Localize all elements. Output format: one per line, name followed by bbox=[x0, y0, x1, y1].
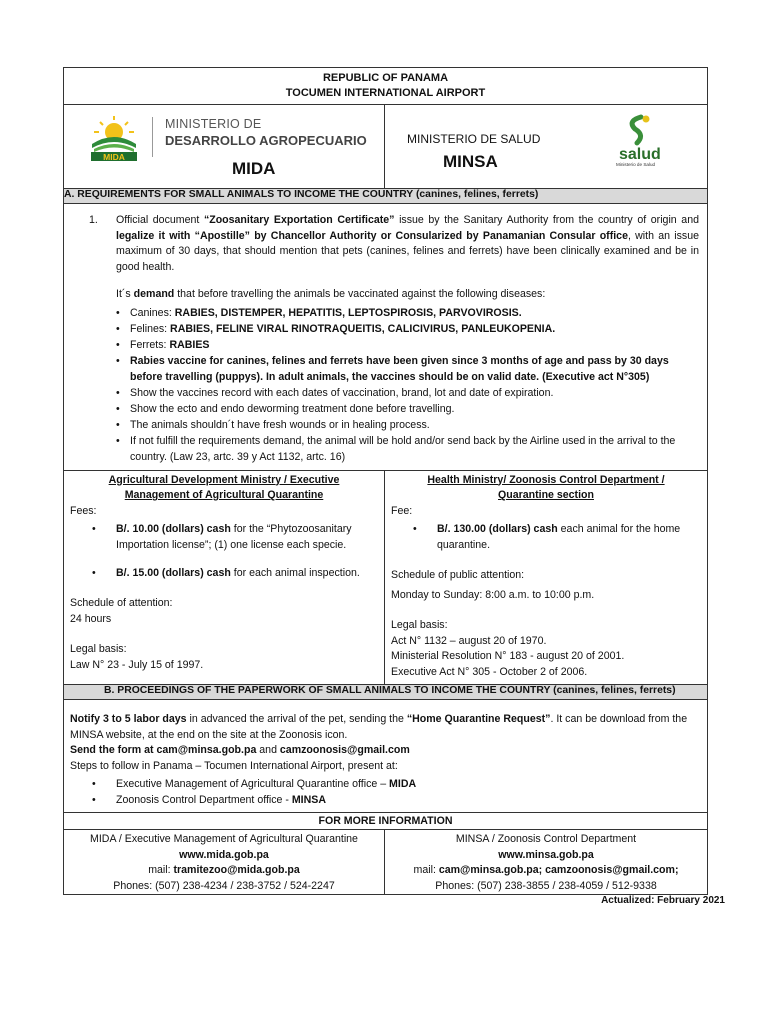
document-frame bbox=[63, 67, 708, 895]
p2-text-c: that before travelling the animals be vaccinated against the following diseases: bbox=[174, 288, 546, 300]
minsa-legal-1: Act N° 1132 – august 20 of 1970. bbox=[391, 634, 547, 647]
minsa-col-title-2: Quarantine section bbox=[498, 489, 594, 501]
section-a-body bbox=[64, 204, 708, 471]
salud-logo-icon bbox=[613, 113, 683, 171]
mida-phones: Phones: (507) 238-4234 / 238-3752 / 524-2247 bbox=[113, 879, 335, 892]
minsa-schedule-value: Monday to Sunday: 8:00 a.m. to 10:00 p.m. bbox=[391, 588, 595, 601]
minsa-fee1-amount: B/. 130.00 (dollars) cash bbox=[437, 523, 558, 535]
minsa-mail-address[interactable]: cam@minsa.gob.pa; camzoonosis@gmail.com; bbox=[438, 864, 679, 876]
mida-mail-label: mail: bbox=[148, 864, 174, 876]
minsa-requirements-cell bbox=[385, 470, 708, 685]
minsa-mail-label: mail: bbox=[413, 864, 439, 876]
minsa-mail-line bbox=[387, 863, 705, 879]
minsa-col-title-1: Health Ministry/ Zoonosis Control Department / bbox=[427, 473, 665, 486]
list-item bbox=[64, 337, 699, 353]
minsa-fee-label: Fee: bbox=[391, 504, 413, 517]
mida-col-title-1: Agricultural Development Ministry / Executive bbox=[108, 473, 340, 486]
section-b-title: B. PROCEEDINGS OF THE PAPERWORK OF SMALL ANIMALS TO INCOME THE COUNTRY (canines, felines, ferrets) bbox=[64, 685, 708, 700]
mida-website-link[interactable]: www.mida.gob.pa bbox=[179, 848, 269, 861]
list-item bbox=[391, 521, 701, 553]
vaccination-list bbox=[64, 305, 699, 465]
list-item bbox=[70, 521, 378, 553]
minsa-phones: Phones: (507) 238-3855 / 238-4059 / 512-9338 bbox=[435, 879, 657, 892]
list-item bbox=[70, 776, 699, 792]
section-a-title: A. REQUIREMENTS FOR SMALL ANIMALS TO INCOME THE COUNTRY (canines, felines, ferrets) bbox=[64, 189, 708, 204]
document bbox=[63, 67, 725, 906]
mida-mail-address[interactable]: tramitezoo@mida.gob.pa bbox=[173, 864, 300, 876]
mida-acronym: MIDA bbox=[232, 159, 276, 178]
mida-fee2-amount: B/. 15.00 (dollars) cash bbox=[116, 567, 231, 579]
p1-text-a: Official document bbox=[116, 214, 204, 226]
felines-diseases: RABIES, FELINE VIRAL RINOTRAQUEITIS, CALICIVIRUS, PANLEUKOPENIA. bbox=[170, 322, 556, 335]
country-title: REPUBLIC OF PANAMA bbox=[322, 72, 449, 84]
minsa-fees-list bbox=[391, 521, 701, 553]
steps-intro: Steps to follow in Panama – Tocumen International Airport, present at: bbox=[70, 759, 398, 772]
step1-mida: MIDA bbox=[389, 778, 417, 790]
notify-text-d: . It can be download from the MINSA website, at the end on the site at the Zoonosis icon. bbox=[70, 713, 688, 741]
mida-divider bbox=[152, 117, 153, 157]
mida-logo-icon bbox=[88, 114, 140, 162]
minsa-fee1-desc: each animal for the home quarantine. bbox=[437, 523, 681, 551]
list-item bbox=[64, 353, 699, 385]
minsa-legal-3: Executive Act N° 305 - October 2 of 2006. bbox=[391, 665, 588, 678]
mida-legal-value: Law N° 23 - July 15 of 1997. bbox=[70, 658, 204, 671]
mida-logo-text: MIDA bbox=[103, 152, 125, 162]
section-b-body bbox=[64, 700, 708, 813]
mida-requirements-cell bbox=[64, 470, 385, 685]
mida-fee1-amount: B/. 10.00 (dollars) cash bbox=[116, 523, 231, 535]
mida-fees-label: Fees: bbox=[70, 504, 97, 517]
list-item: • Show the ecto and endo deworming treatment done before travelling. bbox=[64, 401, 699, 417]
airport-title: TOCUMEN INTERNATIONAL AIRPORT bbox=[285, 87, 486, 99]
mida-ministry-line1: MINISTERIO DE bbox=[165, 117, 262, 131]
ferrets-label: Ferrets: bbox=[130, 338, 170, 351]
salud-logo-subtext: Ministerio de Salud bbox=[616, 162, 656, 167]
mida-fee2-desc: for each animal inspection. bbox=[230, 567, 360, 579]
minsa-website-link[interactable]: www.minsa.gob.pa bbox=[498, 848, 594, 861]
notify-text-b: in advanced the arrival of the pet, sending the bbox=[186, 713, 407, 725]
minsa-contact-name: MINSA / Zoonosis Control Department bbox=[455, 833, 637, 845]
p1-text-e: , with an issue maximum of 30 days, that should mention that pets (canines, felines and ferrets) have been clinically examined and be in good health. bbox=[116, 229, 699, 273]
header-title-cell bbox=[64, 68, 708, 105]
minsa-acronym: MINSA bbox=[443, 152, 498, 171]
mida-legal-label: Legal basis: bbox=[70, 643, 127, 655]
mida-logo-cell bbox=[64, 105, 385, 189]
list-item: • The animals shouldn´t have fresh wounds or in healing process. bbox=[64, 417, 699, 433]
felines-label: Felines: bbox=[130, 322, 171, 335]
list-item bbox=[70, 565, 378, 581]
mida-schedule-label: Schedule of attention: bbox=[70, 597, 173, 609]
list-item: • Show the vaccines record with each dates of vaccination, brand, lot and date of expiration. bbox=[64, 385, 699, 401]
mida-contact-name: MIDA / Executive Management of Agricultural Quarantine bbox=[90, 833, 358, 845]
home-quarantine-request: “Home Quarantine Request” bbox=[406, 713, 551, 725]
notify-paragraph bbox=[70, 712, 699, 743]
minsa-ministry-name: MINISTERIO DE SALUD bbox=[407, 132, 541, 146]
steps-list bbox=[70, 776, 699, 808]
p2-text-a: It´s bbox=[116, 288, 134, 300]
list-item: • If not fulfill the requirements demand, the animal will be hold and/or send back by the Airline used in the arrival to the country. (Law 23, artc. 39 y Act 1132, artc. 16) bbox=[64, 433, 699, 465]
mida-fee1-desc: for the “Phytozoosanitary Importation license”; (1) one license each specie. bbox=[116, 523, 352, 551]
send-form-email[interactable]: Send the form at cam@minsa.gob.pa bbox=[70, 744, 257, 756]
actualized-date: Actualized: February 2021 bbox=[601, 895, 725, 906]
requirement-paragraph bbox=[116, 213, 699, 275]
send-form-email-2[interactable]: camzoonosis@gmail.com bbox=[279, 744, 410, 756]
list-item bbox=[64, 305, 699, 321]
list-item bbox=[64, 321, 699, 337]
mida-mail-line bbox=[66, 863, 382, 879]
p2-demand: demand bbox=[133, 288, 175, 300]
list-item bbox=[70, 792, 699, 808]
vaccination-intro bbox=[116, 287, 699, 303]
salud-logo-text: salud bbox=[619, 146, 661, 163]
p1-text-c: issue by the Sanitary Authority from the country of origin and bbox=[394, 214, 699, 226]
step1-text: Executive Management of Agricultural Quarantine office – bbox=[116, 778, 390, 790]
more-info-title: FOR MORE INFORMATION bbox=[64, 813, 708, 830]
item-number: 1. bbox=[89, 214, 98, 226]
mida-col-title-2: Management of Agricultural Quarantine bbox=[124, 489, 324, 501]
notify-days: Notify 3 to 5 labor days bbox=[70, 713, 187, 725]
mida-fees-list bbox=[70, 521, 378, 581]
canines-label: Canines: bbox=[130, 306, 175, 319]
ferrets-diseases: RABIES bbox=[169, 338, 210, 351]
send-form-and: and bbox=[256, 744, 280, 756]
minsa-contact-cell bbox=[385, 830, 708, 895]
mida-ministry-line2: DESARROLLO AGROPECUARIO bbox=[165, 133, 367, 148]
mida-contact-cell bbox=[64, 830, 385, 895]
canines-diseases: RABIES, DISTEMPER, HEPATITIS, LEPTOSPIROSIS, PARVOVIROSIS. bbox=[174, 306, 522, 319]
p1-certificate: “Zoosanitary Exportation Certificate” bbox=[203, 214, 395, 226]
minsa-logo-cell bbox=[385, 105, 708, 189]
send-form-line bbox=[70, 743, 699, 759]
p1-legalize: legalize it with “Apostille” by Chancellor Authority or Consularized by Panamanian Consular office bbox=[116, 229, 628, 242]
mida-schedule-value: 24 hours bbox=[70, 612, 112, 625]
minsa-schedule-label: Schedule of public attention: bbox=[391, 569, 525, 581]
minsa-legal-label: Legal basis: bbox=[391, 619, 448, 631]
step2-minsa: MINSA bbox=[291, 794, 326, 806]
minsa-legal-2: Ministerial Resolution N° 183 - august 20 of 2001. bbox=[391, 650, 625, 662]
step2-text: Zoonosis Control Department office - bbox=[116, 794, 292, 806]
rabies-note: Rabies vaccine for canines, felines and ferrets have been given since 3 months of age and pass by 30 days before travelling (puppys). In adult animals, the vaccines should be on valid date. (Executive act N°305) bbox=[130, 354, 669, 383]
